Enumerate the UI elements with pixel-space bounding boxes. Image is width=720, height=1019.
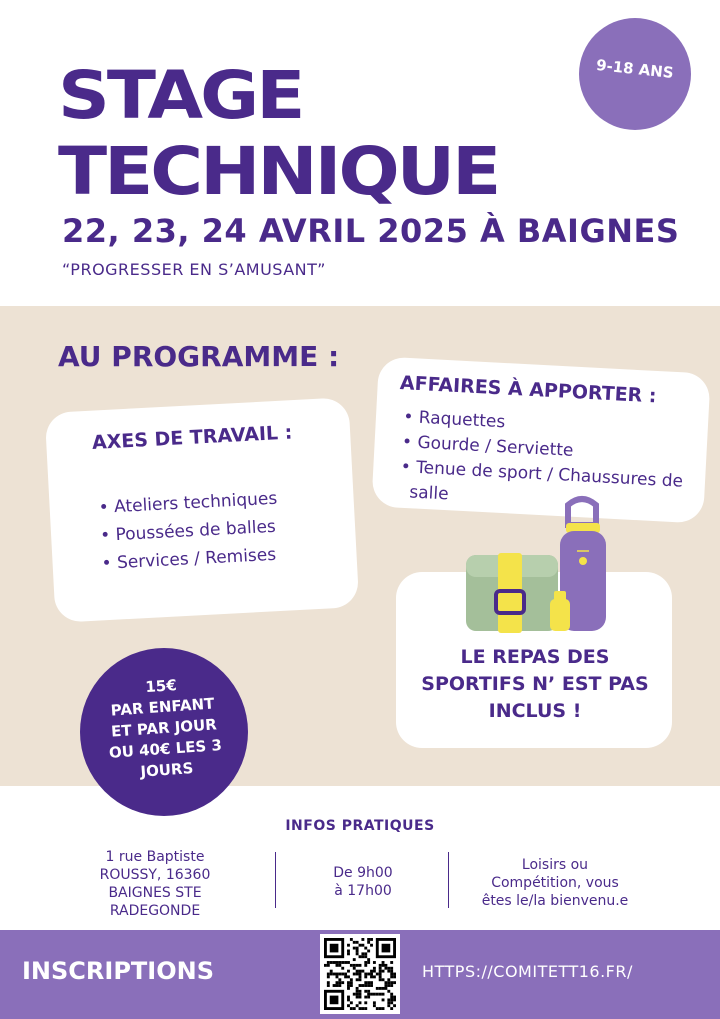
price-line: 15€ — [144, 676, 178, 697]
public-line: Loisirs ou — [521, 857, 589, 873]
list-item: • Poussées de balles — [99, 513, 279, 550]
lunchbox-icon — [466, 553, 558, 633]
list-item: • Tenue de sport / Chaussures de salle — [399, 455, 701, 521]
divider — [275, 852, 276, 908]
address-line: BAIGNES STE — [108, 885, 202, 901]
price-line: PAR ENFANT — [110, 694, 215, 720]
infos-title: INFOS PRATIQUES — [285, 818, 435, 834]
divider — [448, 852, 449, 908]
address-line: RADEGONDE — [109, 903, 201, 919]
axes-list — [98, 485, 281, 578]
address-line: ROUSSY, 16360 — [99, 867, 211, 883]
info-hours — [278, 864, 448, 900]
programme-title: AU PROGRAMME : — [58, 340, 340, 373]
hours-line: à 17h00 — [334, 883, 392, 899]
age-badge — [579, 18, 691, 130]
title-line-2: TECHNIQUE — [58, 132, 499, 210]
price-line: JOURS — [139, 759, 194, 781]
repas-notice: LE REPAS DES SPORTIFS N’ EST PAS INCLUS ! — [421, 646, 649, 722]
qr-code[interactable] — [320, 934, 400, 1014]
inscriptions-label: INSCRIPTIONS — [22, 957, 214, 985]
hours-line: De 9h00 — [333, 865, 393, 881]
qr-code-icon — [324, 938, 396, 1010]
lunch-illustration — [460, 495, 620, 635]
list-item: • Raquettes — [403, 405, 704, 446]
website-link[interactable]: HTTPS://COMITETT16.FR/ — [422, 962, 633, 981]
list-item: • Ateliers techniques — [98, 485, 278, 522]
public-line: êtes le/la bienvenu.e — [481, 893, 629, 909]
age-badge-label: 9-18 ANS — [595, 55, 675, 83]
list-item: • Gourde / Serviette — [401, 430, 702, 471]
info-public — [455, 856, 655, 910]
motto: “PROGRESSER EN S’AMUSANT” — [62, 260, 326, 279]
address-line: 1 rue Baptiste — [105, 849, 205, 865]
price-text — [77, 670, 252, 786]
event-dates: 22, 23, 24 AVRIL 2025 À BAIGNES — [62, 212, 680, 250]
axes-title: AXES DE TRAVAIL : — [91, 421, 293, 454]
list-item: • Services / Remises — [101, 541, 281, 578]
title-line-1: STAGE — [58, 56, 303, 134]
affaires-title: AFFAIRES À APPORTER : — [399, 372, 657, 408]
public-line: Compétition, vous — [491, 875, 619, 891]
info-address — [60, 848, 250, 920]
price-line: ET PAR JOUR — [110, 715, 218, 741]
price-line: OU 40€ LES 3 — [108, 736, 223, 762]
